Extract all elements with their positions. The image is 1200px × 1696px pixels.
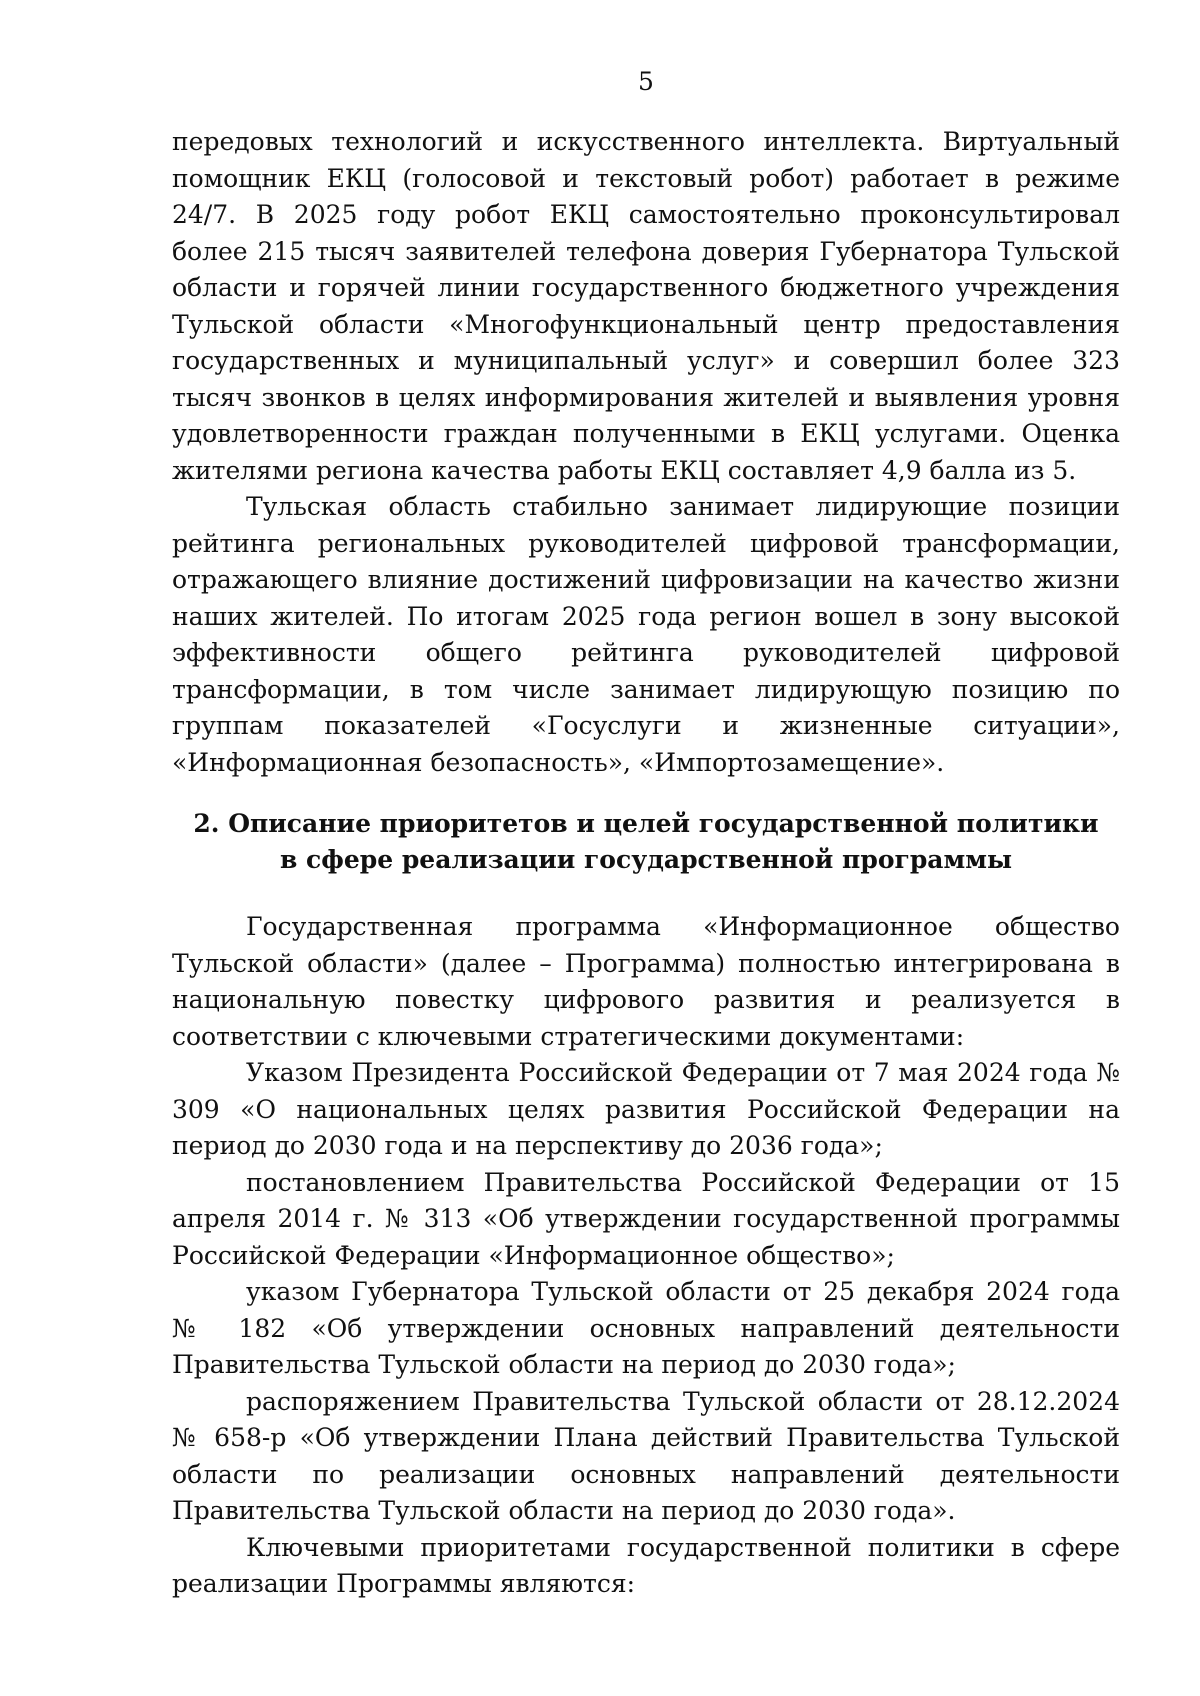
section-heading-line-1: 2. Описание приоритетов и целей государственной политики [193,809,1099,838]
paragraph-key-priorities: Ключевыми приоритетами государственной политики в сфере реализации Программы являются: [172,1532,1120,1598]
paragraph-president-decree: Указом Президента Российской Федерации от 7 мая 2024 года № 309 «О национальных целях развития Российской Федерации на период до 2030 года и на перспективу до 2036 года»; [172,1058,1120,1160]
paragraph-government-order: распоряжением Правительства Тульской области от 28.12.2024 № 658-р «Об утверждении Плана действий Правительства Тульской области по реализации основных направлений деятельности Правительства Тульской области на период до 2030 года». [172,1386,1120,1525]
paragraph-rating: Тульская область стабильно занимает лидирующие позиции рейтинга региональных руководителей цифровой трансформации, отражающего влияние достижений цифровизации на качество жизни наших жителей. По итогам 2025 года регион вошел в зону высокой эффективности общего рейтинга руководителей цифровой трансформации, в том числе занимает лидирующую позицию по группам показателей «Госуслуги и жизненные ситуации», «Информационная безопасность», «Импортозамещение». [172,492,1120,777]
section-heading [172,806,1120,878]
paragraph-program-intro: Государственная программа «Информационное общество Тульской области» (далее – Программа) полностью интегрирована в национальную повестку цифрового развития и реализуется в соответствии с ключевыми стратегическими документами: [172,912,1120,1051]
paragraph-governor-decree: указом Губернатора Тульской области от 25 декабря 2024 года № 182 «Об утверждении основных направлений деятельности Правительства Тульской области на период до 2030 года»; [172,1277,1120,1379]
paragraph-government-resolution: постановлением Правительства Российской Федерации от 15 апреля 2014 г. № 313 «Об утверждении государственной программы Российской Федерации «Информационное общество»; [172,1167,1120,1270]
body-text [172,124,1120,1603]
paragraph-ekc-robot: передовых технологий и искусственного интеллекта. Виртуальный помощник ЕКЦ (голосовой и текстовый робот) работает в режиме 24/7. В 2025 году робот ЕКЦ самостоятельно проконсультировал более 215 тысяч заявителей телефона доверия Губернатора Тульской области и горячей линии государственного бюджетного учреждения Тульской области «Многофункциональный центр предоставления государственных и муниципальный услуг» и совершил более 323 тысяч звонков в целях информирования жителей и выявления уровня удовлетворенности граждан полученными в ЕКЦ услугами. Оценка жителями региона качества работы ЕКЦ составляет 4,9 балла из 5. [172,127,1120,485]
section-heading-line-2: в сфере реализации государственной программы [279,845,1013,874]
page-number: 5 [638,67,654,96]
